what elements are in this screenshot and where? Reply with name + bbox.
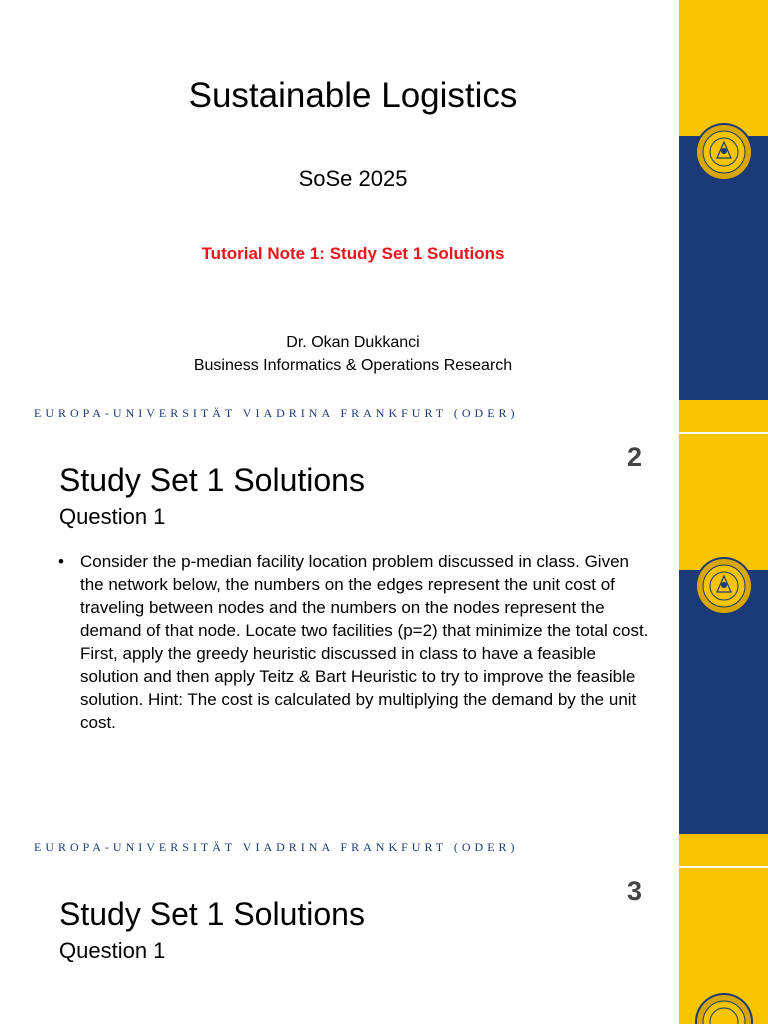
bullet-dot-icon: •	[58, 552, 64, 571]
slide-subtitle: Question 1	[59, 504, 166, 529]
tutorial-heading: Tutorial Note 1: Study Set 1 Solutions	[201, 244, 505, 263]
slide-title: Study Set 1 Solutions	[59, 462, 365, 498]
author-name: Dr. Okan Dukkanci	[286, 334, 420, 351]
slide-question	[0, 434, 768, 866]
slide-subtitle: Question 1	[59, 938, 166, 963]
department-name: Business Informatics & Operations Research	[193, 357, 513, 374]
slide-number: 2	[627, 442, 643, 472]
university-band: EUROPA-UNIVERSITÄT VIADRINA FRANKFURT (ODER)	[34, 840, 519, 854]
slide-title-page	[0, 0, 768, 432]
university-seal-icon	[694, 556, 754, 616]
brand-stripe	[679, 868, 768, 1024]
slide-title: Study Set 1 Solutions	[59, 896, 365, 932]
slide-question-continued	[0, 868, 768, 1024]
bullet-item	[58, 550, 650, 734]
university-seal-icon	[694, 992, 754, 1024]
presentation-title: Sustainable Logistics	[188, 76, 518, 115]
bullet-text: Consider the p-median facility location problem discussed in class. Given the network below, the numbers on the edges represent the unit cost of traveling between nodes and the numbers on the nodes represent the demand of that node. Locate two facilities (p=2) that minimize the total cost. First, apply the greedy heuristic discussed in class to have a feasible solution and then apply Teitz & Bart Heuristic to try to improve the feasible solution. Hint: The cost is calculated by multiplying the demand by the unit cost.	[80, 552, 649, 732]
brand-stripe	[679, 434, 768, 866]
slide-number: 3	[627, 876, 643, 906]
semester-label: SoSe 2025	[298, 166, 408, 191]
university-band: EUROPA-UNIVERSITÄT VIADRINA FRANKFURT (ODER)	[34, 406, 519, 420]
